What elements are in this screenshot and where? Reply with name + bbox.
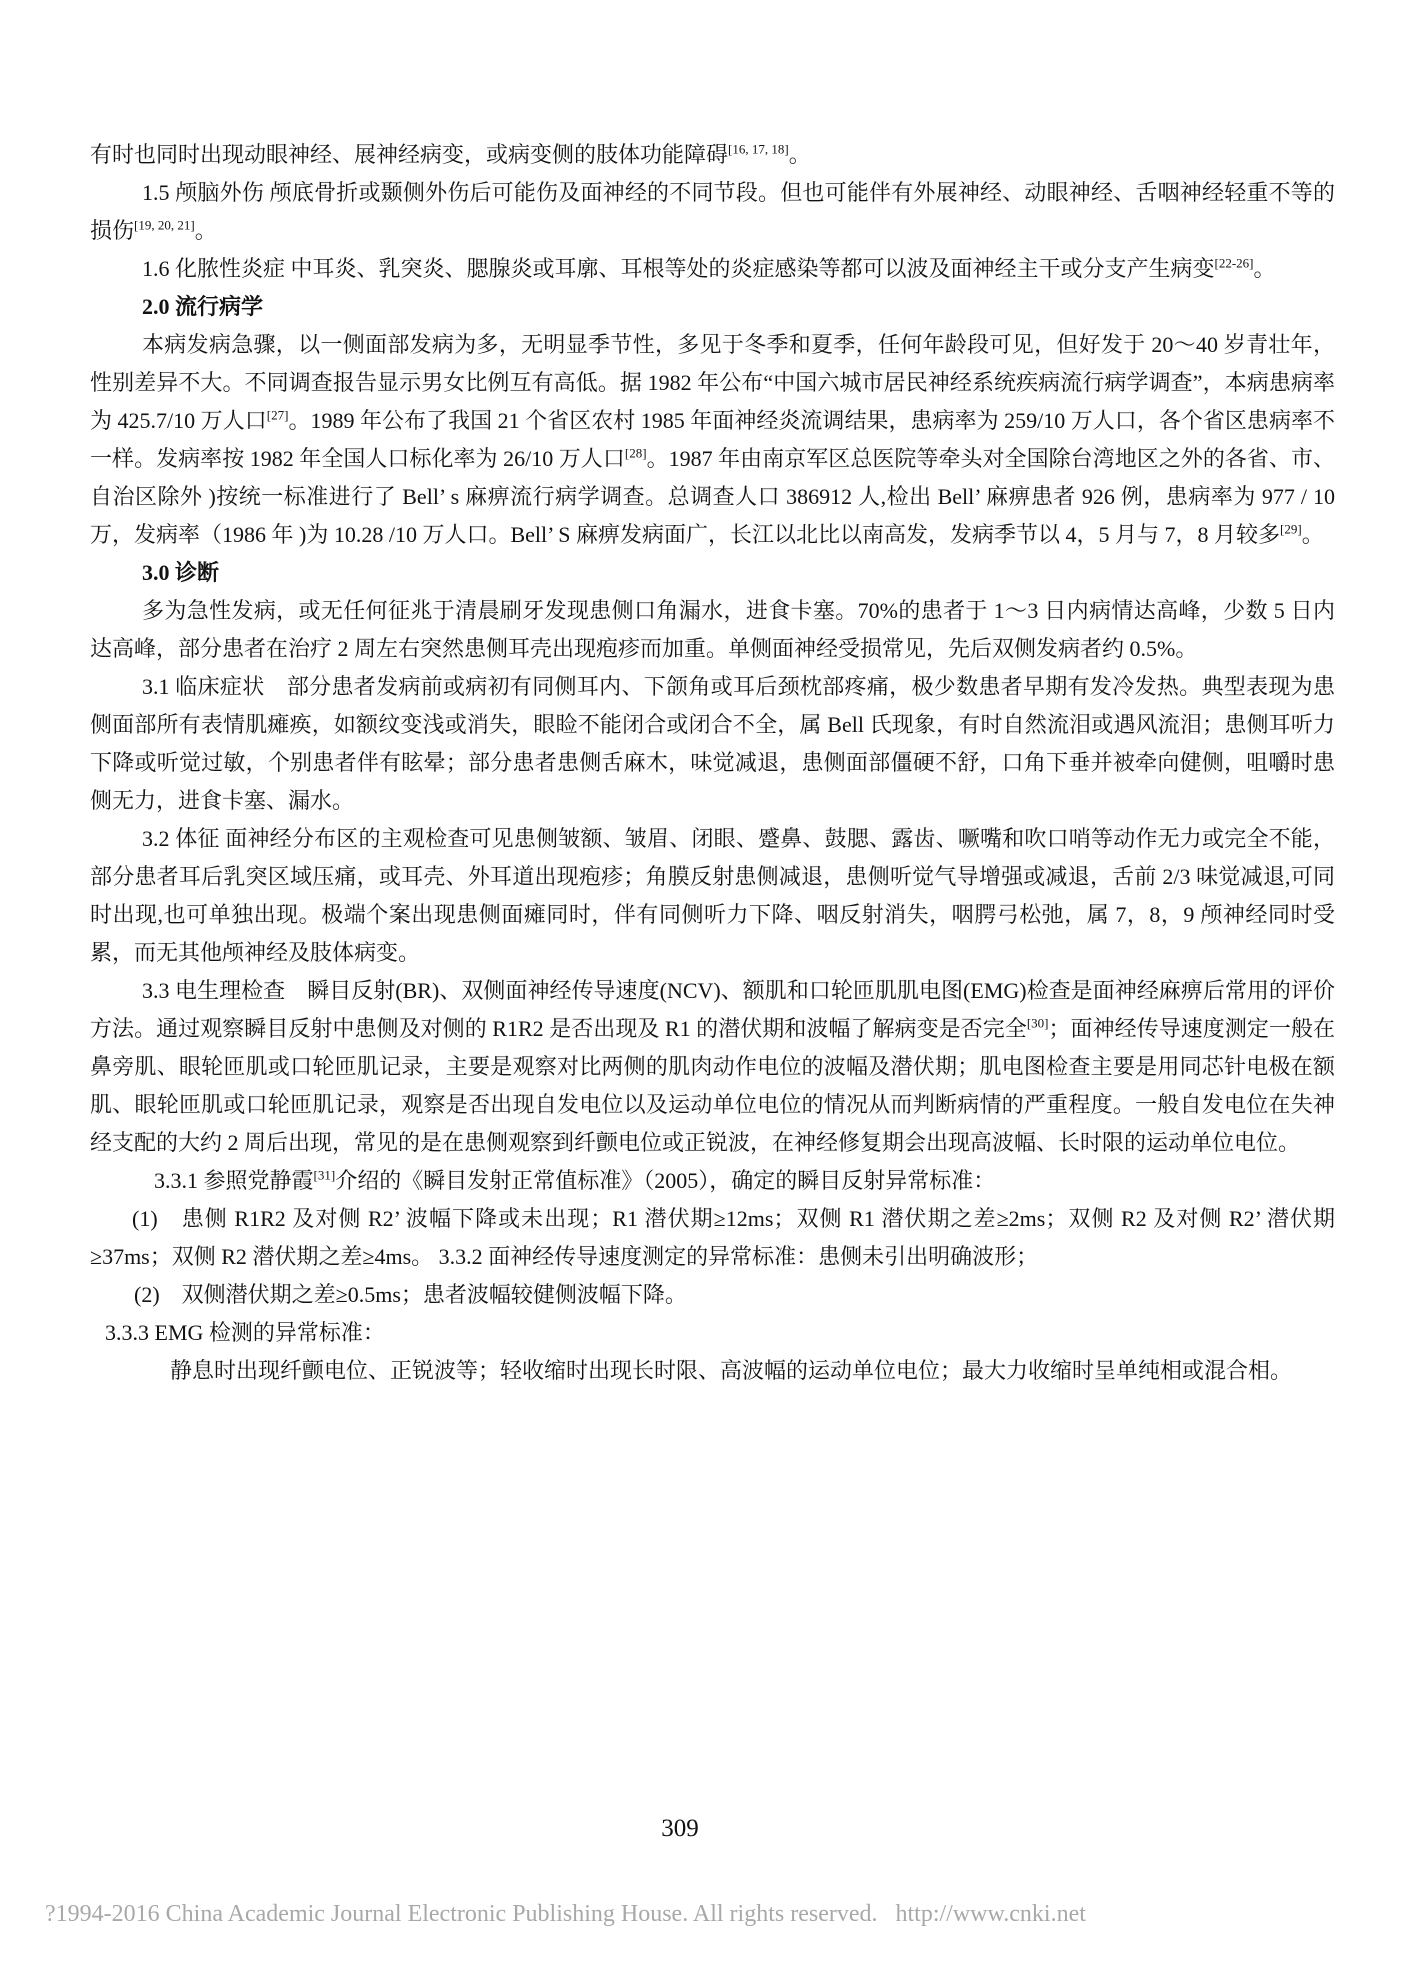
paragraph <box>90 1276 1335 1314</box>
citation-ref: [16, 17, 18] <box>728 141 789 157</box>
citation-ref: [28] <box>624 445 647 461</box>
citation-ref: [29] <box>1280 521 1302 537</box>
text-run: 3.3.3 EMG 检测的异常标准： <box>105 1320 385 1345</box>
text-run: 1.5 颅脑外伤 颅底骨折或颞侧外伤后可能伤及面神经的不同节段。但也可能伴有外展神经、动眼神经、舌咽神经轻重不等的损伤 <box>90 180 1335 243</box>
paragraph <box>90 1162 1335 1200</box>
text-run: 。 <box>194 218 217 243</box>
paragraph <box>90 668 1335 820</box>
paragraph <box>90 820 1335 972</box>
text-run: 1.6 化脓性炎症 中耳炎、乳突炎、腮腺炎或耳廓、耳根等处的炎症感染等都可以波及面神经主干或分支产生病变 <box>142 256 1215 281</box>
paragraph <box>90 136 1335 174</box>
paragraph <box>90 250 1335 288</box>
paragraph <box>90 1314 1335 1352</box>
text-run: 3.0 诊断 <box>142 560 220 585</box>
text-run: 3.2 体征 面神经分布区的主观检查可见患侧皱额、皱眉、闭眼、蹙鼻、鼓腮、露齿、噘嘴和吹口哨等动作无力或完全不能，部分患者耳后乳突区域压痛，或耳壳、外耳道出现疱疹；角膜反射患侧减退，患侧听觉气导增强或减退，舌前 2/3 味觉减退,可同时出现,也可单独出现。极端个案出现患侧面瘫同时，伴有同侧听力下降、咽反射消失，咽腭弓松弛，属 7，8，9 颅神经同时受累，而无其他颅神经及肢体病变。 <box>90 826 1335 965</box>
article-body <box>90 136 1335 1390</box>
text-run: (1) 患侧 R1R2 及对侧 R2’ 波幅下降或未出现；R1 潜伏期≥12ms；双侧 R1 潜伏期之差≥2ms；双侧 R2 及对侧 R2’ 潜伏期≥37ms；双侧 R2 潜伏期之差≥4ms。 3.3.2 面神经传导速度测定的异常标准：患侧未引出明确波形； <box>90 1206 1335 1269</box>
paragraph <box>90 326 1335 554</box>
text-run: 有时也同时出现动眼神经、展神经病变，或病变侧的肢体功能障碍 <box>90 142 729 167</box>
paragraph <box>90 288 1335 326</box>
copyright-footer: ?1994-2016 China Academic Journal Electronic Publishing House. All rights reserved. http://www.cnki.net <box>45 1901 1086 1927</box>
page-number: 309 <box>661 1815 699 1842</box>
text-run: 介绍的《瞬目发射正常值标准》（2005），确定的瞬目反射异常标准： <box>335 1168 996 1193</box>
text-run: 。1987 年由南京军区总医院等牵头对全国除台湾地区之外的各省、市、自治区除外 )按统一标准进行了 Bell’ s 麻痹流行病学调查。总调查人口 386912 人,检出 Bell’ 麻痹患者 926 例，患病率为 977 / 10 万，发病率（1986 年 )为 10.28 /10 万人口。Bell’ S 麻痹发病面广，长江以北比以南高发，发病季节以 4，5 月与 7，8 月较多 <box>90 446 1335 547</box>
paragraph <box>90 972 1335 1162</box>
text-run: 2.0 流行病学 <box>142 294 264 319</box>
citation-ref: [31] <box>313 1167 336 1183</box>
paragraph <box>90 554 1335 592</box>
text-run: 。 <box>1301 522 1324 547</box>
text-run: (2) 双侧潜伏期之差≥0.5ms；患者波幅较健侧波幅下降。 <box>134 1282 687 1307</box>
text-run: 静息时出现纤颤电位、正锐波等；轻收缩时出现长时限、高波幅的运动单位电位；最大力收缩时呈单纯相或混合相。 <box>170 1358 1293 1383</box>
text-run: 。1989 年公布了我国 21 个省区农村 1985 年面神经炎流调结果，患病率为 259/10 万人口，各个省区患病率不一样。发病率按 1982 年全国人口标化率为 26/10 万人口 <box>90 408 1335 471</box>
text-run: 本病发病急骤，以一侧面部发病为多，无明显季节性，多见于冬季和夏季，任何年龄段可见，但好发于 20～40 岁青壮年，性别差异不大。不同调查报告显示男女比例互有高低。据 1982 年公布“中国六城市居民神经系统疾病流行病学调查”，本病患病率为 425.7/10 万人口 <box>90 332 1335 433</box>
text-run: 3.3 电生理检查 瞬目反射(BR)、双侧面神经传导速度(NCV)、额肌和口轮匝肌肌电图(EMG)检查是面神经麻痹后常用的评价方法。通过观察瞬目反射中患侧及对侧的 R1R2 是否出现及 R1 的潜伏期和波幅了解病变是否完全 <box>90 978 1335 1041</box>
text-run: 。 <box>1253 256 1276 281</box>
citation-ref: [30] <box>1026 1015 1049 1031</box>
text-run: ；面神经传导速度测定一般在鼻旁肌、眼轮匝肌或口轮匝肌记录，主要是观察对比两侧的肌肉动作电位的波幅及潜伏期；肌电图检查主要是用同芯针电极在额肌、眼轮匝肌或口轮匝肌记录，观察是否出现自发电位以及运动单位电位的情况从而判断病情的严重程度。一般自发电位在失神经支配的大约 2 周后出现，常见的是在患侧观察到纤颤电位或正锐波，在神经修复期会出现高波幅、长时限的运动单位电位。 <box>90 1016 1335 1155</box>
text-run: 。 <box>788 142 811 167</box>
paragraph <box>90 1352 1335 1390</box>
paragraph <box>90 174 1335 250</box>
paragraph <box>90 592 1335 668</box>
text-run: 3.1 临床症状 部分患者发病前或病初有同侧耳内、下颌角或耳后颈枕部疼痛，极少数患者早期有发冷发热。典型表现为患侧面部所有表情肌瘫痪，如额纹变浅或消失，眼睑不能闭合或闭合不全，属 Bell 氏现象，有时自然流泪或遇风流泪；患侧耳听力下降或听觉过敏，个别患者伴有眩晕；部分患者患侧舌麻木，味觉减退，患侧面部僵硬不舒，口角下垂并被牵向健侧，咀嚼时患侧无力，进食卡塞、漏水。 <box>90 674 1335 813</box>
text-run: 多为急性发病，或无任何征兆于清晨刷牙发现患侧口角漏水，进食卡塞。70%的患者于 1～3 日内病情达高峰，少数 5 日内达高峰，部分患者在治疗 2 周左右突然患侧耳壳出现疱疹而加重。单侧面神经受损常见，先后双侧发病者约 0.5%。 <box>90 598 1335 661</box>
citation-ref: [27] <box>266 407 289 423</box>
text-run: 3.3.1 参照党静霞 <box>154 1168 314 1193</box>
paragraph <box>90 1200 1335 1276</box>
citation-ref: [19, 20, 21] <box>134 217 195 233</box>
citation-ref: [22-26] <box>1214 255 1254 271</box>
